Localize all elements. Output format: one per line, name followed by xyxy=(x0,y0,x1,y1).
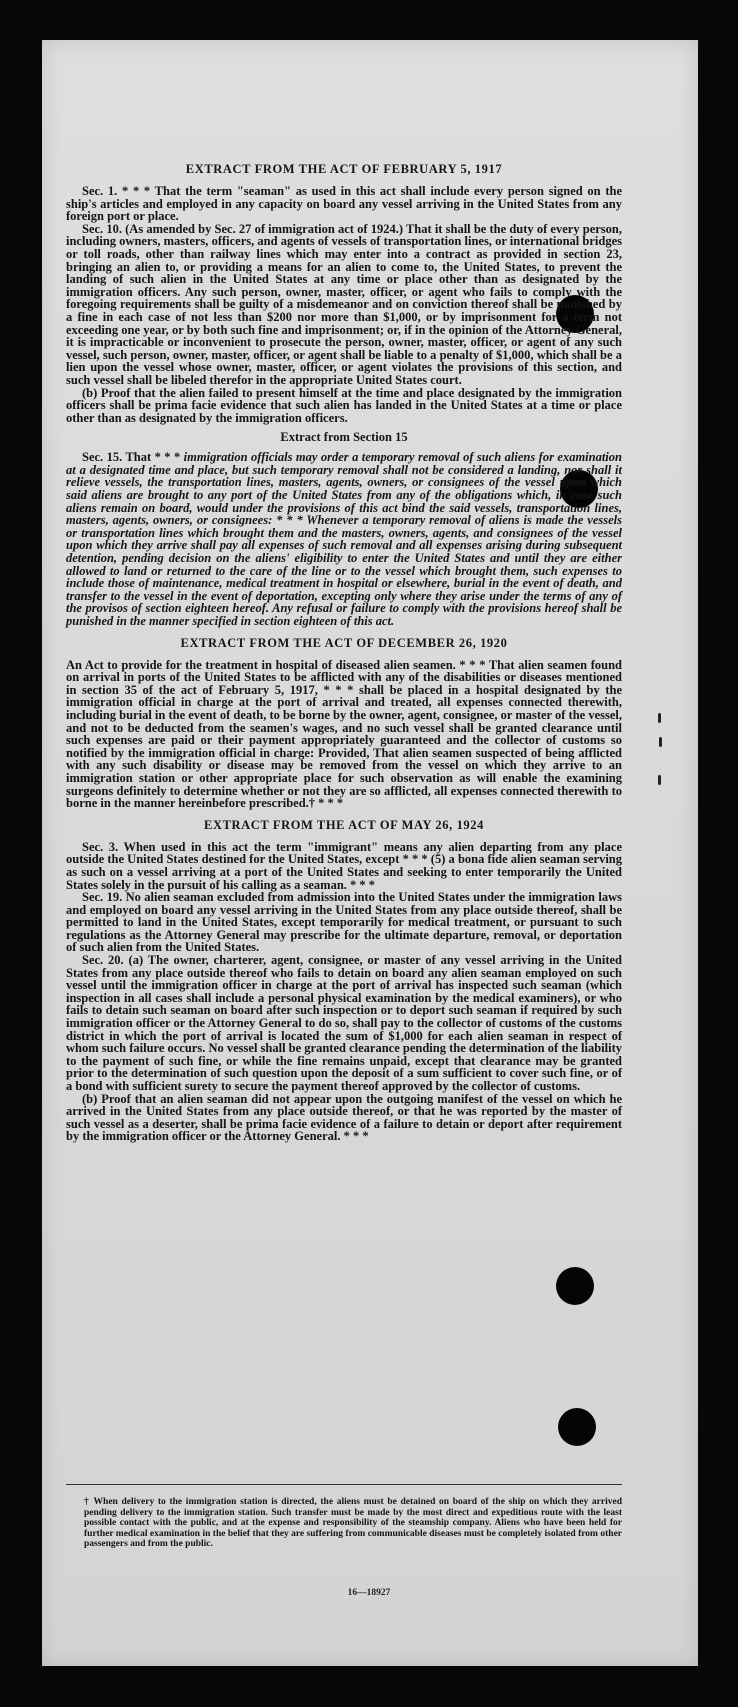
document-body xyxy=(66,162,622,1143)
section-lead: Sec. 15. That * * * xyxy=(82,450,184,465)
margin-mark xyxy=(658,775,661,785)
paragraph: An Act to provide for the treatment in hospital of diseased alien seamen. * * * That alien seamen found on arrival in ports of the United States to be afflicted with any of the disabilities or diseases mentioned in section 35 of the act of February 5, 1917, * * * shall be placed in a hospital designated by the immigration official in charge at the port of arrival and treated, all expenses connected therewith, including burial in the event of death, to be borne by the owner, agent, consignee, or master of the vessel, and not to be deducted from the seamen's wages, and no such vessel shall be granted clearance until such expenses are paid or their payment appropriately guaranteed and the collector of customs so notified by the immigration official in charge: Provided, That alien seamen suspected of being afflicted with any such disability or disease may be removed from the vessel on which they arrive to an immigration station or other appropriate place for such observation as will enable the examining surgeons definitely to determine whether or not they are so afflicted, all expenses connected therewith to borne in the manner hereinbefore prescribed.† * * * xyxy=(66,657,623,811)
form-number: 16—18927 xyxy=(347,1588,391,1598)
paragraph: (b) Proof that the alien failed to present himself at the time and place designated by the immigration officers shall be prima facie evidence that such alien has landed in the United States at a time or place other than as designated by the immigration officers. xyxy=(66,385,622,425)
footnote: † When delivery to the immigration station is directed, the aliens must be detained on board of the ship on which they arrived pending delivery to the immigration station. Such transfer must be made by the most direct and expeditious route with the least possible contact with the public, and at the expense and responsibility of the steamship company. Aliens who have been held for further medical examination in the belief that they are suffering from communicable diseases must be completely isolated from other passengers and from the public. xyxy=(84,1497,622,1550)
paragraph: Sec. 1. * * * That the term "seaman" as used in this act shall include every person signed on the ship's articles and employed in any capacity on board any vessel arriving in the United States from any foreign port or place. xyxy=(66,184,622,224)
paragraph: (b) Proof that an alien seaman did not appear upon the outgoing manifest of the vessel on which he arrived in the United States from any place outside thereof, or that he was reported by the master of such vessel as a deserter, shall be prima facie evidence of a failure to detain or deport after requirement by the immigration officer or the Attorney General. * * * xyxy=(66,1091,622,1144)
paragraph: Sec. 10. (As amended by Sec. 27 of immigration act of 1924.) That it shall be the duty of every person, including owners, masters, officers, and agents of vessels of transportation lines, or international bridges or toll roads, other than railway lines which may enter into a contract as provided in section 23, bringing an alien to, or providing a means for an alien to come to, the United States, to prevent the landing of such alien in the United States at any time or place other than as designated by the immigration officers. Any such person, owner, master, officer, or agent who fails to comply with the foregoing requirements shall be guilty of a misdemeanor and on conviction thereof shall be punished by a fine in each case of not less than $200 nor more than $1,000, or by imprisonment for a term not exceeding one year, or by both such fine and imprisonment; or, if in the opinion of the Attorney General, it is impracticable or inconvenient to prosecute the person, owner, master, officer, or agent of any such vessel, such person, owner, master, officer, or agent shall be liable to a penalty of $1,000, which shall be a lien upon the vessel whose owner, master, officer, or agent violates the provisions of this section, and such vessel shall be libeled therefor in the appropriate United States court. xyxy=(66,221,622,387)
footnote-rule xyxy=(66,1484,622,1485)
paragraph: Sec. 19. No alien seaman excluded from admission into the United States under the immigration laws and employed on board any vessel arriving in the United States from any place outside thereof, shall be permitted to land in the United States, except temporarily for medical treatment, or pursuant to such regulations as the Attorney General may prescribe for the ultimate departure, removal, or deportation of such alien from the United States. xyxy=(66,890,622,955)
section-heading: EXTRACT FROM THE ACT OF FEBRUARY 5, 1917 xyxy=(185,162,503,176)
italic-text: immigration officials may order a temporary removal of such aliens for examination at a designated time and place, but such temporary removal shall not be considered a landing, nor shall it relieve vessels, the transportation lines, masters, agents, owners, or consignees of the vessel upon which said aliens are brought to any port of the United States from any of the obligations which, in case such aliens remain on board, would under the provisions of this act bind the said vessels, transportation lines, masters, agents, owners, or consignees: * * * Whenever a temporary removal of aliens is made the vessels or transportation lines which brought them and the masters, owners, agents, and consignees of the vessel upon which they arrive shall pay all expenses of such removal and all expenses arising during subsequent detention, pending decision on the aliens' eligibility to enter the United States and until they are either allowed to land or returned to the care of the line or to the vessel which brought them, such expenses to include those of maintenance, medical treatment in hospital or elsewhere, burial in the event of death, and transfer to the vessel in the event of deportation, excepting only where they arise under the terms of any of the provisos of section eighteen hereof. Any refusal or failure to comply with the provisions hereof shall be punished in the manner specified in section eighteen of this act. xyxy=(66,450,622,628)
paragraph-italic xyxy=(66,451,622,627)
section-heading: EXTRACT FROM THE ACT OF MAY 26, 1924 xyxy=(204,817,484,832)
section-heading: EXTRACT FROM THE ACT OF DECEMBER 26, 1920 xyxy=(180,635,508,650)
punch-hole xyxy=(556,1267,594,1305)
margin-mark xyxy=(658,713,661,723)
paragraph: Sec. 3. When used in this act the term "immigrant" means any alien departing from any place outside the United States destined for the United States, except * * * (5) a bona fide alien seaman serving as such on a vessel arriving at a port of the United States and seeking to enter temporarily the United States solely in the pursuit of his calling as a seaman. * * * xyxy=(66,839,622,892)
paragraph: Sec. 20. (a) The owner, charterer, agent, consignee, or master of any vessel arriving in the United States from any place outside thereof who fails to detain on board any alien seaman employed on such vessel until the immigration officer in charge at the port of arrival has inspected such seaman (which inspection in all cases shall include a personal physical examination by the medical examiners), or who fails to detain such seaman on board after such inspection or to deport such seaman if required by such immigration officer or the Attorney General to do so, shall pay to the collector of customs of the customs district in which the port of arrival is located the sum of $1,000 for each alien seaman in respect of whom such failure occurs. No vessel shall be granted clearance pending the determination of the liability to the payment of such fine, or while the fine remains unpaid, except that clearance may be granted prior to the determination of such question upon the deposit of a sum sufficient to cover such fine, or of a bond with sufficient surety to secure the payment thereof approved by the collector of customs. xyxy=(66,953,622,1093)
subheading: Extract from Section 15 xyxy=(280,430,408,445)
margin-mark xyxy=(659,737,662,747)
punch-hole xyxy=(558,1408,596,1446)
